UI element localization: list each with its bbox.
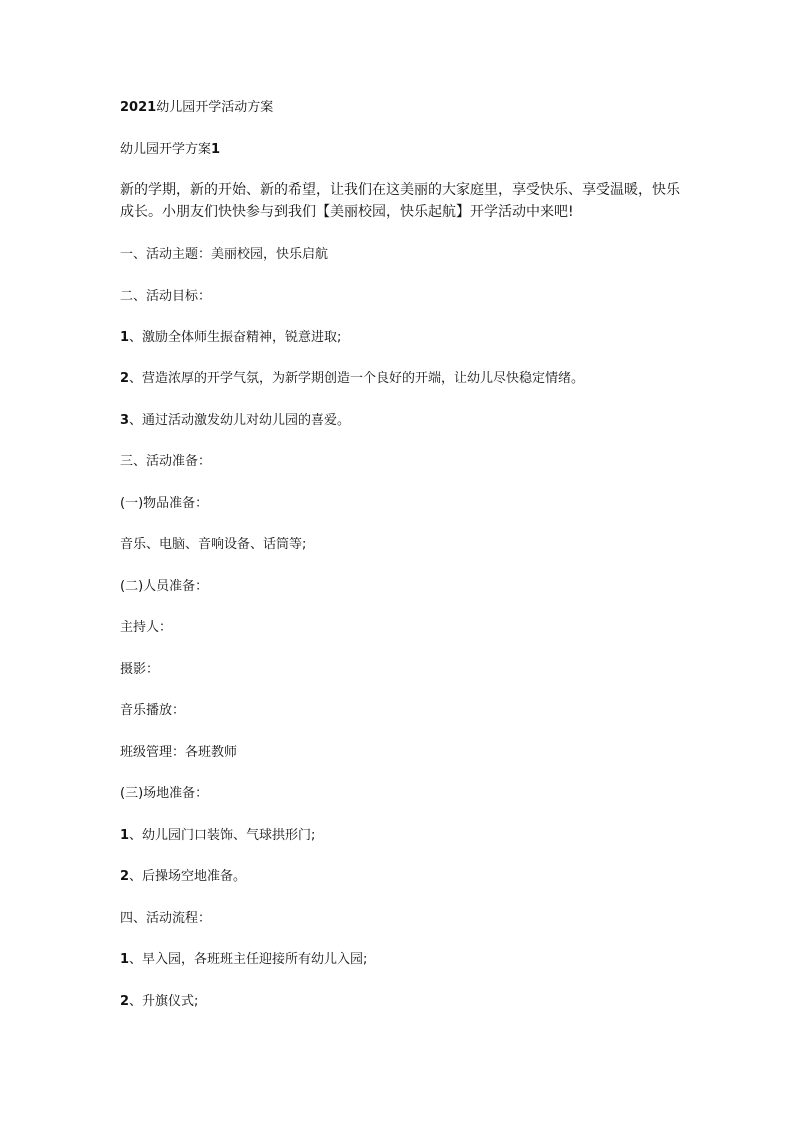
goal-3-text: 、通过活动激发幼儿对幼儿园的喜爱。 [129,413,351,428]
venue-2-text: 、后操场空地准备。 [129,869,247,884]
personnel-class-management: 班级管理：各班教师 [120,745,238,760]
prep-materials-list: 音乐、电脑、音响设备、话筒等; [120,537,307,552]
section-preparation: 三、活动准备： [120,454,212,469]
venue-2-number: 2 [120,869,130,884]
intro-line-2: 成长。小朋友们快快参与到我们【美丽校园，快乐起航】开学活动中来吧! [120,204,574,220]
document-title [120,97,680,119]
subtitle-number: 1 [211,142,221,157]
goal-3-number: 3 [120,413,130,428]
personnel-host: 主持人： [120,620,173,635]
goal-2-text: 、营造浓厚的开学气氛，为新学期创造一个良好的开端，让幼儿尽快稳定情绪。 [129,371,585,386]
flow-1-text: 、早入园，各班班主任迎接所有幼儿入园; [129,952,368,967]
section-flow: 四、活动流程： [120,911,212,926]
subtitle-text: 幼儿园开学方案 [120,142,212,157]
prep-venue-heading: (三)场地准备： [120,786,209,801]
goal-item-3 [120,410,680,432]
flow-1-number: 1 [120,952,130,967]
title-year: 2021 [120,100,157,115]
flow-2-number: 2 [120,994,130,1009]
venue-item-2 [120,866,680,888]
prep-materials-heading: (一)物品准备： [120,496,209,511]
document-subtitle [120,139,680,161]
goal-item-2 [120,368,680,390]
venue-item-1 [120,825,680,847]
intro-line-1: 新的学期，新的开始、新的希望，让我们在这美丽的大家庭里，享受快乐、享受温暖，快乐 [120,182,680,198]
goal-2-number: 2 [120,371,130,386]
personnel-music: 音乐播放： [120,703,186,718]
section-theme: 一、活动主题：美丽校园，快乐启航 [120,247,329,262]
goal-1-number: 1 [120,330,130,345]
goal-item-1 [120,327,680,349]
flow-item-1 [120,949,680,971]
section-goals: 二、活动目标： [120,289,212,304]
venue-1-text: 、幼儿园门口装饰、气球拱形门; [129,828,316,843]
intro-paragraph [120,179,680,223]
flow-item-2 [120,991,680,1013]
prep-personnel-heading: (二)人员准备： [120,579,209,594]
venue-1-number: 1 [120,828,130,843]
flow-2-text: 、升旗仪式; [129,994,199,1009]
goal-1-text: 、激励全体师生振奋精神，锐意进取; [129,330,342,345]
title-text: 幼儿园开学活动方案 [156,100,274,115]
personnel-photo: 摄影： [120,662,160,677]
